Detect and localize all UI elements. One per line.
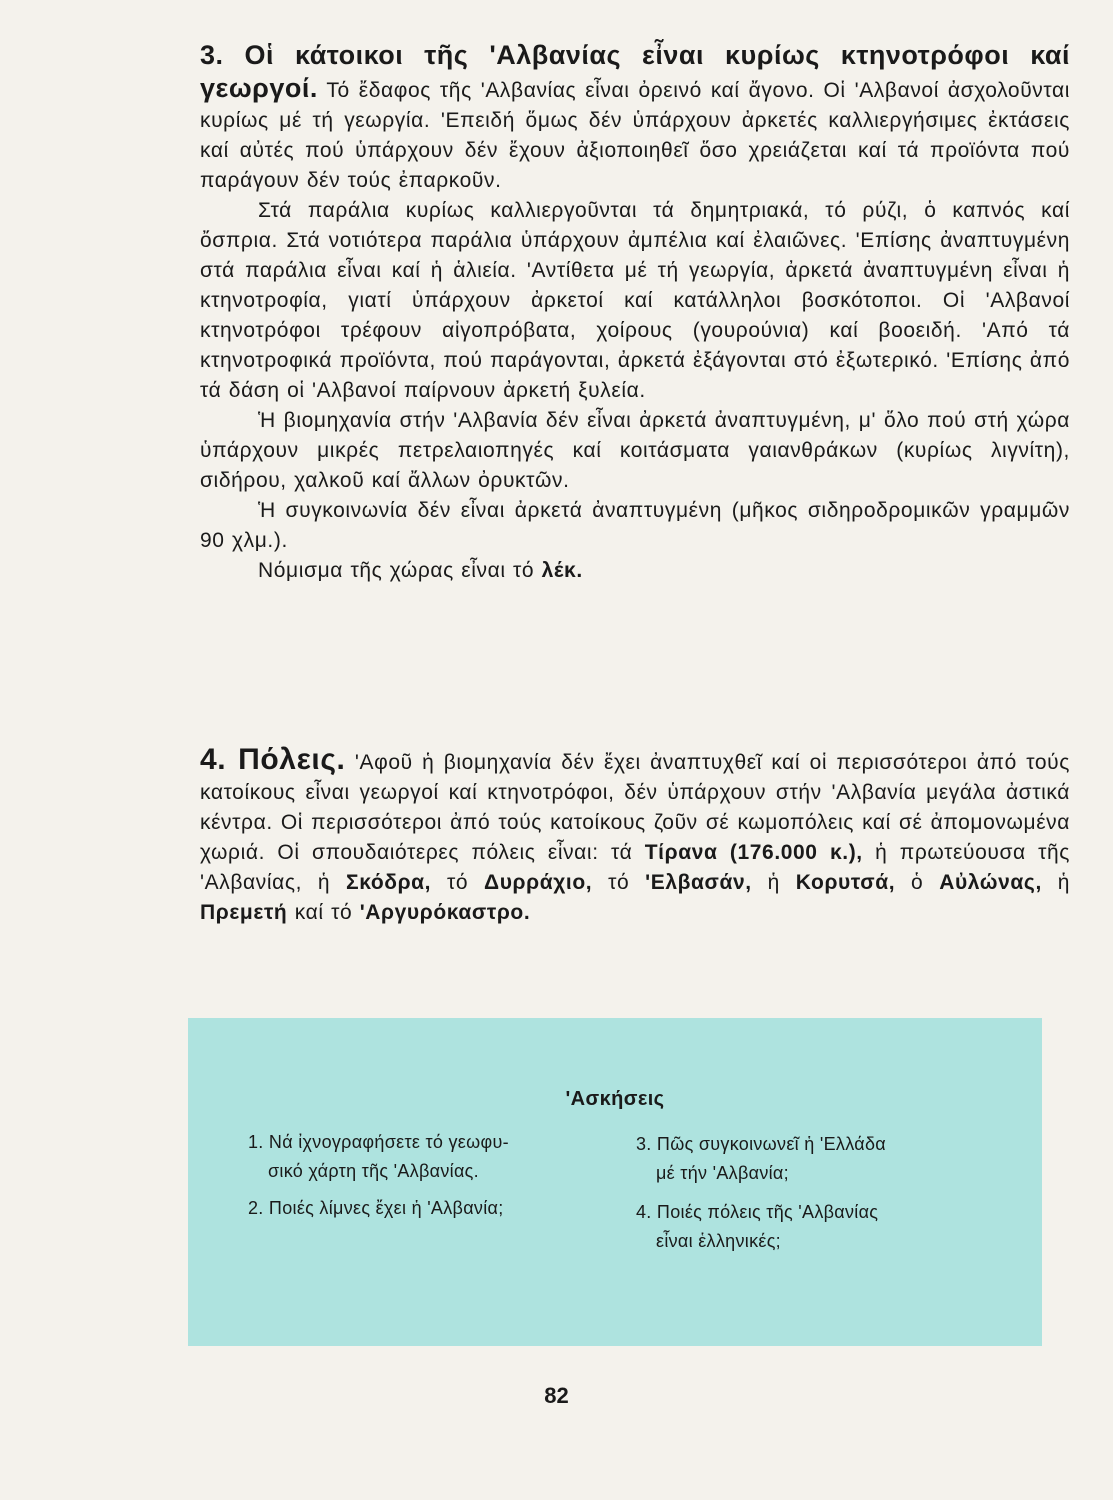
section-4-text-6: ἡ bbox=[1057, 871, 1071, 894]
exercises-title: 'Ασκήσεις bbox=[565, 1088, 665, 1110]
city-durres: Δυρράχιο, bbox=[484, 871, 593, 894]
section-4-heading: 4. Πόλεις. bbox=[200, 743, 346, 776]
section-4-text-4: ἡ bbox=[767, 871, 780, 894]
city-vlore: Αὐλώνας, bbox=[939, 871, 1042, 894]
exercise-4-line-1: 4. Ποιές πόλεις τῆς 'Αλβανίας bbox=[636, 1202, 879, 1222]
exercise-3-line-1: 3. Πῶς συγκοινωνεῖ ἡ 'Ελλάδα bbox=[636, 1134, 886, 1154]
section-3-paragraph-1 bbox=[200, 40, 1070, 196]
section-4-text-7: καί τό bbox=[294, 901, 353, 924]
section-4-text-3: τό bbox=[608, 871, 630, 894]
currency-name: λέκ. bbox=[541, 559, 583, 582]
section-3 bbox=[200, 40, 1070, 586]
city-korca: Κορυτσά, bbox=[795, 871, 896, 894]
section-4-text-5: ὁ bbox=[911, 871, 924, 894]
exercise-2: 2. Ποιές λίμνες ἔχει ἡ 'Αλβανία; bbox=[248, 1198, 504, 1218]
section-4-text-2: τό bbox=[446, 871, 469, 894]
section-3-paragraph-3: Ἡ βιομηχανία στήν 'Αλβανία δέν εἶναι ἀρκετά ἀναπτυγμένη, μ' ὅλο πού στή χώρα ὑπάρχουν μικρές πετρελαιοπηγές καί κοιτάσματα γαιανθράκων (κυρίως λιγνίτη), σιδήρου, χαλκοῦ καί ἄλλων ὀρυκτῶν. bbox=[200, 409, 1070, 492]
section-3-text-1: Τό ἔδαφος τῆς 'Αλβανίας εἶναι ὀρεινό καί ἄγονο. Οἱ 'Αλβανοί ἀσχολοῦνται κυρίως μέ τή γεωργία. 'Επειδή ὅμως δέν ὑπάρχουν ἀρκετές καλλιεργήσιμες ἐκτάσεις καί αὐτές πού ὑπάρχουν δέν ἔχουν ἀξιοποιηθεῖ ὅσο χρειάζεται καί τά προϊόντα πού παράγουν δέν τούς ἐπαρκοῦν. bbox=[200, 79, 1070, 192]
city-permet: Πρεμετή bbox=[200, 901, 288, 924]
exercise-1-line-2: σικό χάρτη τῆς 'Αλβανίας. bbox=[268, 1161, 479, 1181]
city-gjirokaster: 'Αργυρόκαστρο. bbox=[359, 901, 531, 924]
section-3-paragraph-4: Ἡ συγκοινωνία δέν εἶναι ἀρκετά ἀναπτυγμένη (μῆκος σιδηροδρομικῶν γραμμῶν 90 χλμ.). bbox=[200, 499, 1070, 552]
section-3-paragraph-2: Στά παράλια κυρίως καλλιεργοῦνται τά δημητριακά, τό ρύζι, ὁ καπνός καί ὄσπρια. Στά νοτιότερα παράλια ὑπάρχουν ἀμπέλια καί ἐλαιῶνες. 'Επίσης ἀναπτυγμένη στά παράλια εἶναι καί ἡ ἁλιεία. 'Αντίθετα μέ τή γεωργία, ἀρκετά ἀναπτυγμένη εἶναι ἡ κτηνοτροφία, γιατί ὑπάρχουν ἀρκετοί καί κατάλληλοι βοσκότοποι. Οἱ 'Αλβανοί κτηνοτρόφοι τρέφουν αἰγοπρόβατα, χοίρους (γουρούνια) καί βοοειδή. 'Από τά κτηνοτροφικά προϊόντα, πού παράγονται, ἀρκετά ἐξάγονται στό ἐξωτερικό. 'Επίσης ἀπό τά δάση οἱ 'Αλβανοί παίρνουν ἀρκετή ξυλεία. bbox=[200, 199, 1070, 402]
section-3-heading: 3. Οἱ κάτοικοι τῆς 'Αλβανίας εἶναι κυρίως κτηνοτρόφοι καί γεωργοί. bbox=[200, 40, 1070, 103]
exercise-1-line-1: 1. Νά ἰχνογραφήσετε τό γεωφυ- bbox=[248, 1132, 509, 1152]
city-tirana: Τίρανα (176.000 κ.), bbox=[644, 841, 863, 864]
exercise-3 bbox=[636, 1130, 996, 1188]
section-4-intro: 'Αφοῦ ἡ βιομηχανία δέν ἔχει ἀναπτυχθεῖ καί οἱ περισσότεροι ἀπό τούς κατοίκους εἶναι γεωργοί καί κτηνοτρόφοι, δέν ὑπάρχουν στήν 'Αλβανία μεγάλα ἀστικά κέντρα. Οἱ περισσότεροι ἀπό τούς κατοίκους ζοῦν σέ κωμοπόλεις καί σέ ἀπομονωμένα χωριά. Οἱ σπουδαιότερες πόλεις εἶναι: τά bbox=[200, 751, 1070, 864]
section-4 bbox=[200, 745, 1070, 928]
exercises-box bbox=[188, 1018, 1042, 1346]
exercise-4-line-2: εἶναι ἑλληνικές; bbox=[656, 1231, 781, 1251]
exercise-3-line-2: μέ τήν 'Αλβανία; bbox=[656, 1163, 789, 1183]
page-number: 82 bbox=[544, 1383, 569, 1408]
city-skodra: Σκόδρα, bbox=[346, 871, 432, 894]
section-4-paragraph bbox=[200, 745, 1070, 928]
exercise-1 bbox=[248, 1128, 588, 1186]
section-4-text-1: ἡ πρωτεύουσα τῆς 'Αλβανίας, ἡ bbox=[200, 841, 1071, 894]
currency-text: Νόμισμα τῆς χώρας εἶναι τό bbox=[258, 559, 535, 582]
exercise-4 bbox=[636, 1198, 996, 1256]
section-3-paragraph-5 bbox=[200, 556, 1070, 586]
city-elbasan: 'Ελβασάν, bbox=[645, 871, 752, 894]
